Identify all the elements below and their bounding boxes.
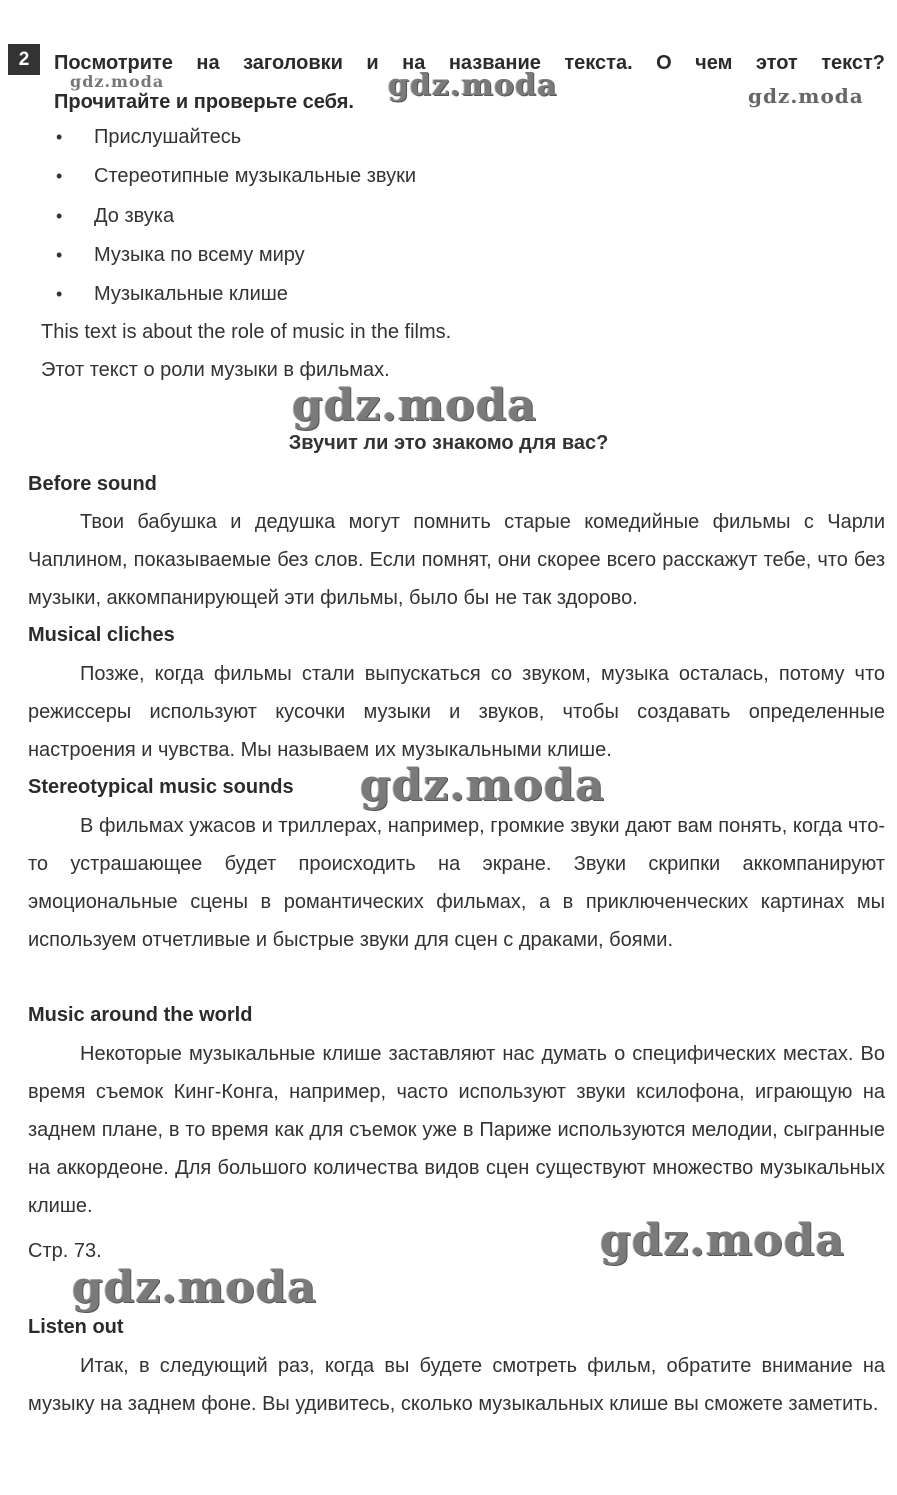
list-item-label: Музыка по всему миру xyxy=(94,244,305,267)
watermark: gdz.moda xyxy=(70,72,165,91)
list-item xyxy=(56,118,416,157)
bullet-icon: • xyxy=(56,127,63,148)
watermark: gdz.moda xyxy=(388,68,558,103)
watermark: gdz.moda xyxy=(600,1215,846,1266)
section-heading-music-world: Music around the world xyxy=(28,1004,253,1026)
task-instruction-line2: Прочитайте и проверьте себя. xyxy=(54,91,354,113)
section-text-musical-cliches: Позже, когда фильмы стали выпускаться со звуком, музыка осталась, потому что режиссеры используют кусочки музыки и звуков, чтобы создавать определенные настроения и чувства. Мы называем их музыкальными клише. xyxy=(28,663,885,761)
heading-list xyxy=(56,118,416,314)
section-text-listen-out: Итак, в следующий раз, когда вы будете смотреть фильм, обратите внимание на музыку на заднем фоне. Вы удивитесь, сколько музыкальных клише вы сможете заметить. xyxy=(28,1355,885,1415)
task-number-badge: 2 xyxy=(8,44,40,75)
page-reference: Стр. 73. xyxy=(28,1240,102,1262)
watermark: gdz.moda xyxy=(72,1262,318,1313)
answer-english: This text is about the role of music in the films. xyxy=(41,321,452,343)
list-item xyxy=(56,157,416,196)
section-text-music-world: Некоторые музыкальные клише заставляют нас думать о специфических местах. Во время съемок Кинг-Конга, например, часто используют звуки ксилофона, играющую на заднем плане, в то время как для съемок уже в Париже используются мелодии, сыгранные на аккордеоне. Для большого количества видов сцен существуют множество музыкальных клише. xyxy=(28,1043,885,1217)
section-text-stereotypical: В фильмах ужасов и триллерах, например, громкие звуки дают вам понять, когда что-то устрашающее будет происходить на экране. Звуки скрипки аккомпанируют эмоциональные сцены в романтических фильмах, а в приключенческих картинах мы используем отчетливые и быстрые звуки для сцен с драками, боями. xyxy=(28,815,885,951)
section-text-before-sound: Твои бабушка и дедушка могут помнить старые комедийные фильмы с Чарли Чаплином, показываемые без слов. Если помнят, они скорее всего расскажут тебе, что без музыки, аккомпанирующей эти фильмы, было бы не так здорово. xyxy=(28,511,885,609)
list-item-label: Стереотипные музыкальные звуки xyxy=(94,165,416,188)
watermark: gdz.moda xyxy=(292,380,538,431)
text-title: Звучит ли это знакомо для вас? xyxy=(288,432,609,454)
section-heading-musical-cliches: Musical cliches xyxy=(28,624,175,646)
list-item xyxy=(56,275,416,314)
list-item-label: До звука xyxy=(94,204,175,227)
bullet-icon: • xyxy=(56,205,63,226)
list-item xyxy=(56,236,416,275)
task-instruction-line1: Посмотрите на заголовки и на название текста. О чем этот текст? xyxy=(54,52,885,74)
answer-russian: Этот текст о роли музыки в фильмах. xyxy=(41,359,390,381)
watermark: gdz.moda xyxy=(360,760,606,811)
section-heading-stereotypical: Stereotypical music sounds xyxy=(28,776,294,798)
section-heading-before-sound: Before sound xyxy=(28,473,157,495)
bullet-icon: • xyxy=(56,245,63,266)
watermark: gdz.moda xyxy=(748,84,864,108)
list-item-label: Прислушайтесь xyxy=(94,126,242,149)
bullet-icon: • xyxy=(56,284,63,305)
bullet-icon: • xyxy=(56,166,63,187)
section-heading-listen-out: Listen out xyxy=(28,1316,124,1338)
list-item xyxy=(56,197,416,236)
list-item-label: Музыкальные клише xyxy=(94,283,288,306)
